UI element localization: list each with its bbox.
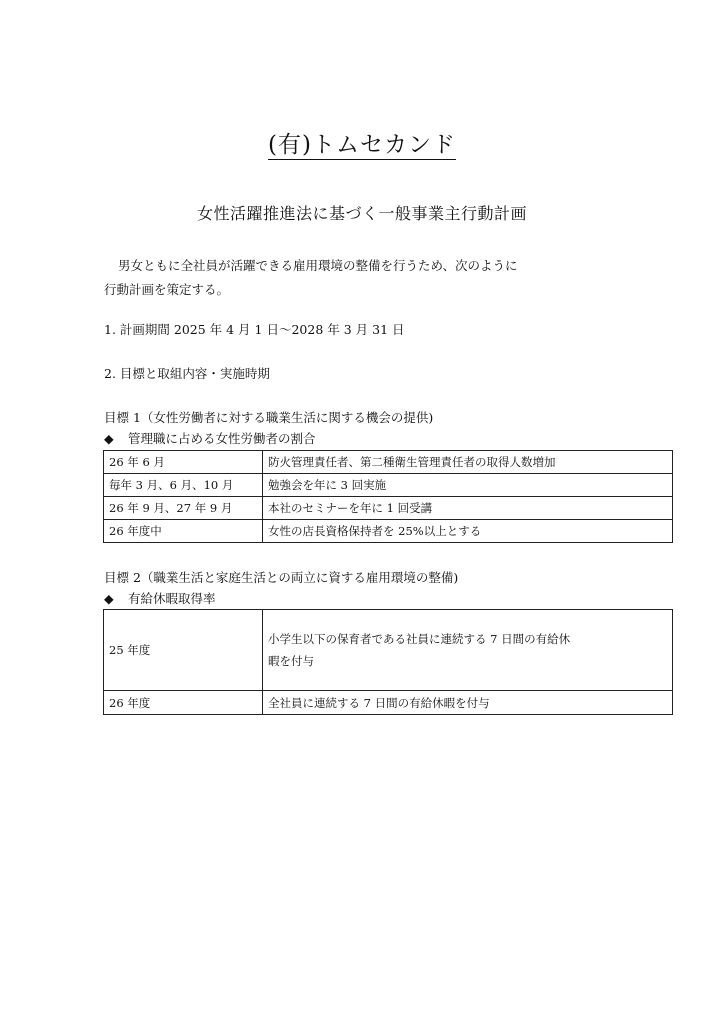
period-cell: 26 年度 xyxy=(104,691,263,715)
intro-paragraph xyxy=(104,254,664,302)
intro-line-1: 男女ともに全社員が活躍できる雇用環境の整備を行うため、次のように xyxy=(118,258,518,273)
goal-1-bullet xyxy=(104,429,316,447)
table-row xyxy=(104,474,673,497)
company-title-text: (有)トムセカンド xyxy=(268,132,456,158)
action-cell: 防火管理責任者、第二種衛生管理責任者の取得人数増加 xyxy=(263,451,673,474)
intro-line-2: 行動計画を策定する。 xyxy=(104,282,230,297)
period-cell: 25 年度 xyxy=(104,610,263,691)
action-cell: 女性の店長資格保持者を 25%以上とする xyxy=(263,520,673,543)
section-2-heading: 2. 目標と取組内容・実施時期 xyxy=(104,366,270,381)
action-cell: 本社のセミナーを年に 1 回受講 xyxy=(263,497,673,520)
diamond-bullet-icon: ◆ xyxy=(104,431,114,446)
goal-2-bullet xyxy=(104,589,216,607)
document-subtitle: 女性活躍推進法に基づく一般事業主行動計画 xyxy=(196,204,527,223)
period-cell: 26 年 6 月 xyxy=(104,451,263,474)
period-cell: 26 年 9 月、27 年 9 月 xyxy=(104,497,263,520)
table-row xyxy=(104,451,673,474)
diamond-bullet-icon: ◆ xyxy=(104,591,114,606)
period-cell: 26 年度中 xyxy=(104,520,263,543)
goal-2-heading: 目標 2（職業生活と家庭生活との両立に資する雇用環境の整備) xyxy=(104,570,459,585)
goal-2-bullet-text: 有給休暇取得率 xyxy=(128,591,216,606)
plan-period: 1. 計画期間 2025 年 4 月 1 日～2028 年 3 月 31 日 xyxy=(104,322,405,337)
table-row xyxy=(104,610,673,691)
table-row xyxy=(104,691,673,715)
goal-2-table xyxy=(103,609,673,715)
period-cell: 毎年 3 月、6 月、10 月 xyxy=(104,474,263,497)
action-cell-line-2: 暇を付与 xyxy=(268,654,314,668)
goal-1-table xyxy=(103,450,673,543)
table-row xyxy=(104,497,673,520)
table-row xyxy=(104,520,673,543)
goal-1-bullet-text: 管理職に占める女性労働者の割合 xyxy=(128,431,316,446)
company-title xyxy=(0,126,724,159)
goal-1-heading: 目標 1（女性労働者に対する職業生活に関する機会の提供) xyxy=(104,410,434,425)
action-cell xyxy=(263,610,673,691)
action-cell: 全社員に連続する 7 日間の有給休暇を付与 xyxy=(263,691,673,715)
action-cell-line-1: 小学生以下の保育者である社員に連続する 7 日間の有給休 xyxy=(268,632,571,646)
action-cell: 勉強会を年に 3 回実施 xyxy=(263,474,673,497)
